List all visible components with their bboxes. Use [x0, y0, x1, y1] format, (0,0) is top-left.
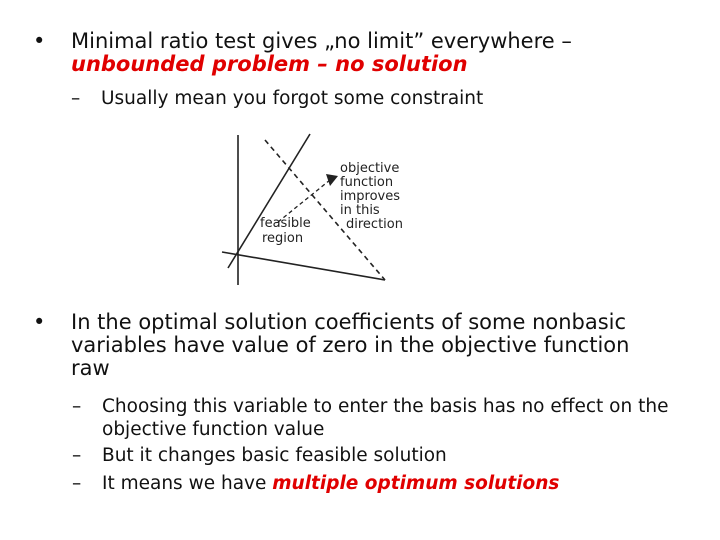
- subbullet-no-effect-text: Choosing this variable to enter the basis has no effect on the objective function value: [102, 396, 669, 440]
- bullet-marker: •: [33, 310, 46, 334]
- multiple-optimum-highlight: multiple optimum solutions: [272, 473, 560, 494]
- dash-marker: –: [72, 445, 82, 466]
- subbullet-changes-bfs-text: But it changes basic feasible solution: [102, 445, 447, 466]
- subbullet-changes-bfs: [72, 444, 682, 467]
- bullet-unbounded: [33, 29, 691, 76]
- left-diagonal-line: [228, 134, 310, 268]
- subbullet-multiple-solutions-text: It means we have: [102, 473, 267, 494]
- subbullet-forgot-constraint-text: Usually mean you forgot some constraint: [101, 88, 484, 109]
- bullet-multiple-optima: [33, 310, 671, 380]
- unbounded-region-sketch: [220, 130, 430, 290]
- bottom-constraint-line: [222, 252, 385, 280]
- subbullet-no-effect: [72, 395, 682, 441]
- feasible-label: feasible region: [260, 216, 311, 246]
- bullet-multiple-optima-text: In the optimal solution coefficients of some nonbasic variables have value of zero in the objective function raw: [71, 310, 630, 380]
- direction-arrowhead: [326, 174, 338, 186]
- subbullet-multiple-solutions: [72, 472, 682, 495]
- dash-marker: –: [72, 473, 82, 494]
- objective-label: objective function improves in this direction: [340, 161, 403, 232]
- unbounded-highlight: unbounded problem – no solution: [71, 52, 468, 76]
- bullet-marker: •: [33, 29, 46, 53]
- bullet-unbounded-text: Minimal ratio test gives „no limit” everywhere –: [71, 29, 572, 53]
- dash-marker: –: [71, 88, 81, 109]
- dash-marker: –: [72, 396, 82, 417]
- subbullet-forgot-constraint: [71, 87, 701, 110]
